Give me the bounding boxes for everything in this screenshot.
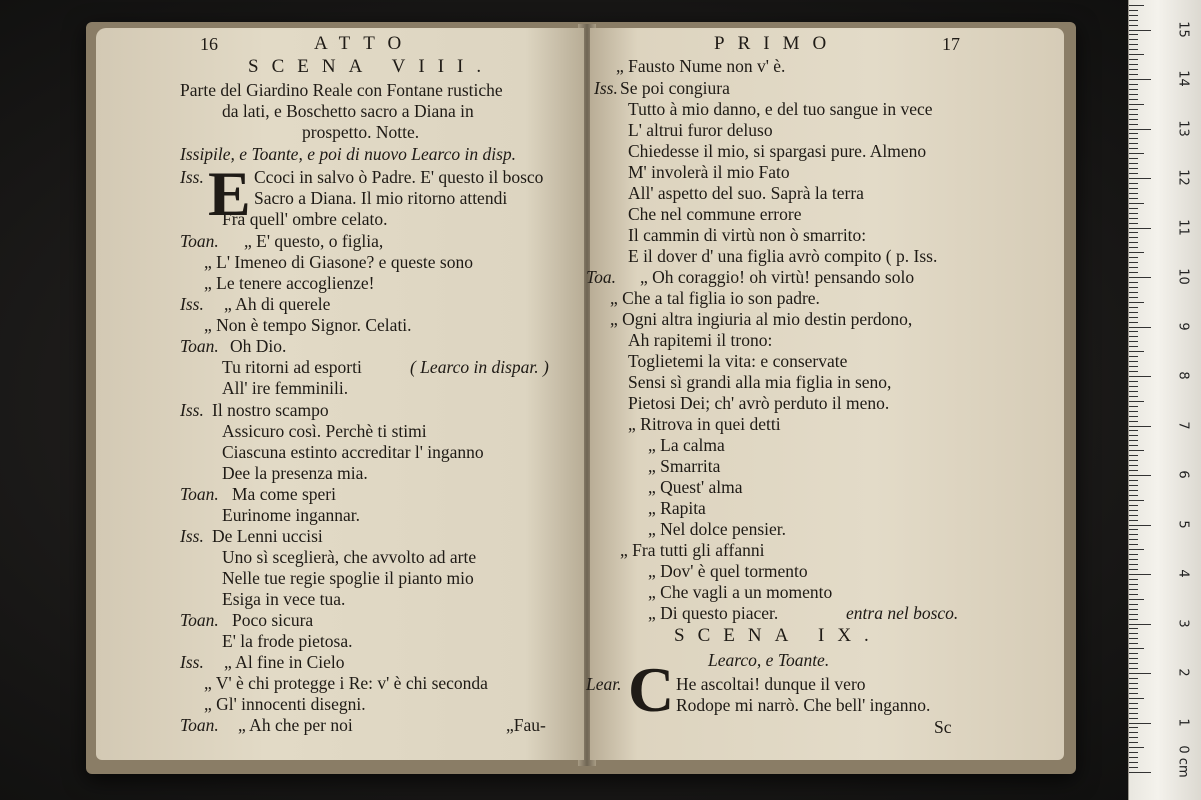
speaker-label: Iss. — [180, 294, 204, 314]
ruler-tick — [1129, 94, 1138, 95]
ruler-label: 5 — [1175, 519, 1191, 529]
ruler-tick — [1129, 529, 1138, 530]
verse-line: „ Dov' è quel tormento — [648, 561, 808, 581]
ruler-tick — [1129, 599, 1144, 600]
ruler-tick — [1129, 500, 1144, 501]
verse-line: L' altrui furor deluso — [628, 120, 773, 140]
ruler-tick — [1129, 713, 1138, 714]
verse-line: „ Ritrova in quei detti — [628, 414, 781, 434]
ruler-tick — [1129, 430, 1138, 431]
ruler-tick — [1129, 5, 1144, 6]
speaker-label: Iss. — [180, 400, 204, 420]
verse-line: Dee la presenza mia. — [222, 463, 368, 483]
drop-cap: C — [628, 654, 675, 725]
ruler-tick — [1129, 232, 1138, 233]
ruler-tick — [1129, 426, 1151, 427]
verse-line: „ Fra tutti gli affanni — [620, 540, 765, 560]
ruler-tick — [1129, 371, 1138, 372]
ruler-tick — [1129, 198, 1138, 199]
verse-line: „ Fausto Nume non v' è. — [616, 56, 786, 76]
speaker-label: Iss. — [180, 167, 204, 187]
ruler-tick — [1129, 351, 1144, 352]
verse-line: „ Nel dolce pensier. — [648, 519, 787, 539]
drop-cap: E — [208, 158, 251, 229]
ruler-tick — [1129, 391, 1138, 392]
ruler-tick — [1129, 25, 1138, 26]
ruler-tick — [1129, 505, 1138, 506]
ruler-tick — [1129, 109, 1138, 110]
verse-line: All' ire femminili. — [222, 378, 349, 398]
ruler-tick — [1129, 732, 1138, 733]
ruler-tick — [1129, 718, 1138, 719]
characters-line: Learco, e Toante. — [708, 650, 830, 670]
ruler-tick — [1129, 658, 1138, 659]
ruler-tick — [1129, 604, 1138, 605]
ruler-tick — [1129, 366, 1138, 367]
ruler-label: 4 — [1175, 569, 1191, 578]
ruler-tick — [1129, 752, 1138, 753]
speaker-label: Toan. — [180, 231, 219, 251]
ruler-tick — [1129, 653, 1138, 654]
ruler-tick — [1129, 678, 1138, 679]
ruler-tick — [1129, 619, 1138, 620]
ruler-tick — [1129, 69, 1138, 70]
exit-direction: entra nel bosco. — [846, 603, 959, 623]
ruler-tick — [1129, 401, 1144, 402]
verse-line: Che nel commune errore — [628, 204, 802, 224]
ruler-tick — [1129, 223, 1138, 224]
verse-line: „ Ah di querele — [224, 294, 331, 314]
verse-line: E il dover d' una figlia avrò compito ( p. Iss. — [628, 246, 938, 266]
ruler-tick — [1129, 767, 1138, 768]
ruler-tick — [1129, 708, 1138, 709]
ruler-label: 8 — [1175, 371, 1191, 380]
verse-line: Rodope mi narrò. Che bell' inganno. — [676, 695, 931, 715]
speaker-label: Toan. — [180, 336, 219, 356]
ruler-tick — [1129, 396, 1138, 397]
verse-line: Pietosi Dei; ch' avrò perduto il meno. — [628, 393, 890, 413]
ruler-tick — [1129, 747, 1144, 748]
characters-line: Issipile, e Toante, e poi di nuovo Learco in disp. — [180, 144, 517, 164]
ruler-tick — [1129, 317, 1138, 318]
ruler-tick — [1129, 673, 1151, 674]
ruler-tick — [1129, 589, 1138, 590]
ruler-tick — [1129, 331, 1138, 332]
ruler-label: 11 — [1175, 218, 1191, 236]
verse-line: Nelle tue regie spoglie il pianto mio — [222, 568, 474, 588]
setting-line: Parte del Giardino Reale con Fontane rustiche — [180, 80, 503, 100]
ruler-tick — [1129, 723, 1151, 724]
verse-line: E' la frode pietosa. — [222, 631, 353, 651]
ruler-tick — [1129, 183, 1138, 184]
ruler-tick — [1129, 490, 1138, 491]
verse-line: Ciascuna estinto accreditar l' inganno — [222, 442, 484, 462]
ruler-tick — [1129, 564, 1138, 565]
ruler-tick — [1129, 376, 1151, 377]
ruler-tick — [1129, 381, 1138, 382]
ruler-tick — [1129, 633, 1138, 634]
ruler-label: 2 — [1175, 668, 1191, 677]
ruler-tick — [1129, 148, 1138, 149]
ruler-tick — [1129, 460, 1138, 461]
ruler-label: 10 — [1175, 268, 1191, 285]
verse-line: „ V' è chi protegge i Re: v' è chi seconda — [204, 673, 488, 693]
ruler-tick — [1129, 628, 1138, 629]
verse-line: Tutto à mio danno, e del tuo sangue in vece — [628, 99, 933, 119]
verse-line: „ Smarrita — [648, 456, 721, 476]
verse-line: All' aspetto del suo. Saprà la terra — [628, 183, 864, 203]
speaker-label: Toan. — [180, 610, 219, 630]
ruler-tick — [1129, 297, 1138, 298]
ruler-tick — [1129, 228, 1151, 229]
ruler-tick — [1129, 762, 1138, 763]
ruler-tick — [1129, 663, 1138, 664]
ruler-tick — [1129, 49, 1138, 50]
ruler-tick — [1129, 574, 1151, 575]
verse-line: Ah rapitemi il trono: — [628, 330, 773, 350]
verse-line: Toglietemi la vita: e conservate — [628, 351, 848, 371]
ruler-tick — [1129, 341, 1138, 342]
ruler-tick — [1129, 213, 1138, 214]
ruler-tick — [1129, 510, 1138, 511]
ruler-tick — [1129, 386, 1138, 387]
ruler-tick — [1129, 772, 1151, 773]
ruler-tick — [1129, 440, 1138, 441]
verse-line: „ Non è tempo Signor. Celati. — [204, 315, 412, 335]
right-page-number: 17 — [942, 34, 960, 54]
ruler-tick — [1129, 688, 1138, 689]
ruler-tick — [1129, 336, 1138, 337]
verse-line: Assicuro così. Perchè ti stimi — [222, 421, 427, 441]
ruler-tick — [1129, 163, 1138, 164]
verse-line: Eurinome ingannar. — [222, 505, 361, 525]
ruler-tick — [1129, 480, 1138, 481]
ruler-tick — [1129, 698, 1144, 699]
ruler-tick — [1129, 129, 1151, 130]
ruler-tick — [1129, 544, 1138, 545]
ruler-tick — [1129, 133, 1138, 134]
ruler-tick — [1129, 594, 1138, 595]
ruler-tick — [1129, 267, 1138, 268]
verse-line: Sacro a Diana. Il mio ritorno attendi — [254, 188, 508, 208]
ruler-tick — [1129, 252, 1144, 253]
ruler-tick — [1129, 465, 1138, 466]
verse-line: „ Che vagli a un momento — [648, 582, 833, 602]
verse-line: Poco sicura — [232, 610, 314, 630]
verse-line: „ Al fine in Cielo — [224, 652, 345, 672]
ruler-tick — [1129, 188, 1138, 189]
stage-direction: ( Learco in dispar. ) — [410, 357, 549, 377]
ruler-tick — [1129, 411, 1138, 412]
ruler-tick — [1129, 361, 1138, 362]
ruler-label: 3 — [1175, 618, 1191, 628]
ruler-tick — [1129, 119, 1138, 120]
verse-line: Il cammin di virtù non ò smarrito: — [628, 225, 867, 245]
verse-line: De Lenni uccisi — [212, 526, 323, 546]
ruler-tick — [1129, 727, 1138, 728]
ruler-tick — [1129, 693, 1138, 694]
ruler-tick — [1129, 143, 1138, 144]
ruler-tick — [1129, 158, 1138, 159]
ruler-label: 14 — [1175, 70, 1191, 87]
verse-line: M' involerà il mio Fato — [628, 162, 790, 182]
ruler-tick — [1129, 475, 1151, 476]
ruler-tick — [1129, 435, 1138, 436]
ruler-tick — [1129, 554, 1138, 555]
ruler-tick — [1129, 168, 1138, 169]
ruler-tick — [1129, 703, 1138, 704]
left-page — [96, 28, 584, 760]
ruler-tick — [1129, 322, 1138, 323]
ruler-tick — [1129, 247, 1138, 248]
ruler-tick — [1129, 406, 1138, 407]
ruler-tick — [1129, 485, 1138, 486]
ruler-tick — [1129, 124, 1138, 125]
ruler-tick — [1129, 742, 1138, 743]
ruler-tick — [1129, 584, 1138, 585]
verse-line: Uno sì sceglierà, che avvolto ad arte — [222, 547, 477, 567]
ruler-tick — [1129, 153, 1144, 154]
ruler-tick — [1129, 609, 1138, 610]
ruler-tick — [1129, 208, 1138, 209]
verse-line: Tu ritorni ad esporti — [222, 357, 362, 377]
ruler-tick — [1129, 525, 1151, 526]
ruler-tick — [1129, 455, 1138, 456]
verse-line: „ Ah che per noi — [238, 715, 353, 735]
ruler-tick — [1129, 44, 1138, 45]
ruler-tick — [1129, 242, 1138, 243]
verse-line: Il nostro scampo — [212, 400, 329, 420]
ruler-tick — [1129, 683, 1138, 684]
ruler-tick — [1129, 559, 1138, 560]
ruler-tick — [1129, 638, 1138, 639]
ruler-tick — [1129, 30, 1151, 31]
ruler-label: 12 — [1175, 169, 1191, 186]
verse-line: „ L' Imeneo di Giasone? e queste sono — [204, 252, 473, 272]
ruler-tick — [1129, 34, 1138, 35]
ruler-tick — [1129, 327, 1151, 328]
verse-line: Oh Dio. — [230, 336, 287, 356]
speaker-label: Toan. — [180, 715, 219, 735]
ruler-label: 15 — [1175, 20, 1191, 38]
verse-line: Fra quell' ombre celato. — [222, 209, 388, 229]
ruler-tick — [1129, 10, 1138, 11]
verse-line: „ Che a tal figlia io son padre. — [610, 288, 820, 308]
verse-line: „ Rapita — [648, 498, 706, 518]
verse-line: Chiedesse il mio, si spargasi pure. Almeno — [628, 141, 927, 161]
scene-title-ix: SCENA IX. — [674, 625, 882, 646]
ruler-tick — [1129, 302, 1144, 303]
ruler-label: 0 cm — [1175, 745, 1191, 778]
ruler-tick — [1129, 282, 1138, 283]
ruler-tick — [1129, 272, 1138, 273]
ruler-tick — [1129, 470, 1138, 471]
ruler-tick — [1129, 84, 1138, 85]
verse-line: „ Di questo piacer. — [648, 603, 779, 623]
right-running-head: PRIMO — [714, 33, 840, 54]
verse-line: Esiga in vece tua. — [222, 589, 346, 609]
ruler-tick — [1129, 277, 1151, 278]
verse-line: „ Oh coraggio! oh virtù! pensando solo — [640, 267, 915, 287]
verse-line: Ma come speri — [232, 484, 336, 504]
ruler-tick — [1129, 312, 1138, 313]
ruler-tick — [1129, 737, 1138, 738]
ruler-tick — [1129, 54, 1144, 55]
ruler-tick — [1129, 20, 1138, 21]
ruler-tick — [1129, 89, 1138, 90]
ruler-tick — [1129, 99, 1138, 100]
ruler-tick — [1129, 569, 1138, 570]
ruler-label: 9 — [1175, 321, 1191, 331]
ruler-tick — [1129, 495, 1138, 496]
speaker-label: Lear. — [586, 674, 622, 694]
catchword: „Fau- — [506, 715, 546, 735]
ruler-tick — [1129, 203, 1144, 204]
ruler-tick — [1129, 15, 1138, 16]
ruler-tick — [1129, 307, 1138, 308]
ruler-tick — [1129, 579, 1138, 580]
verse-line: He ascoltai! dunque il vero — [676, 674, 866, 694]
verse-line: „ La calma — [648, 435, 725, 455]
left-running-head: ATTO — [314, 33, 415, 54]
ruler-tick — [1129, 173, 1138, 174]
speaker-label: Iss. — [180, 652, 204, 672]
ruler-tick — [1129, 421, 1138, 422]
speaker-label: Toan. — [180, 484, 219, 504]
ruler-tick — [1129, 138, 1138, 139]
verse-line: Ccoci in salvo ò Padre. E' questo il bosco — [254, 167, 544, 187]
ruler-tick — [1129, 79, 1151, 80]
scene-title-viii: SCENA VIII. — [248, 56, 495, 77]
ruler-tick — [1129, 624, 1151, 625]
verse-line: Sensi sì grandi alla mia figlia in seno, — [628, 372, 892, 392]
ruler-tick — [1129, 346, 1138, 347]
ruler-tick — [1129, 237, 1138, 238]
ruler-tick — [1129, 257, 1138, 258]
ruler-label: 1 — [1175, 717, 1191, 727]
right-page — [586, 28, 1064, 760]
verse-line: Se poi congiura — [620, 78, 730, 98]
ruler-tick — [1129, 356, 1138, 357]
ruler-tick — [1129, 39, 1138, 40]
ruler-label: 6 — [1175, 470, 1191, 479]
setting-line: prospetto. Notte. — [302, 122, 420, 142]
ruler-tick — [1129, 450, 1144, 451]
ruler-tick — [1129, 614, 1138, 615]
setting-line: da lati, e Boschetto sacro a Diana in — [222, 101, 474, 121]
ruler-tick — [1129, 262, 1138, 263]
ruler-tick — [1129, 520, 1138, 521]
ruler-tick — [1129, 114, 1138, 115]
ruler-tick — [1129, 218, 1138, 219]
ruler-tick — [1129, 104, 1144, 105]
ruler-tick — [1129, 534, 1138, 535]
measuring-ruler — [1128, 0, 1201, 800]
ruler-tick — [1129, 445, 1138, 446]
speaker-label: Iss. — [180, 526, 204, 546]
speaker-label: Iss. — [594, 78, 618, 98]
ruler-tick — [1129, 178, 1151, 179]
ruler-tick — [1129, 287, 1138, 288]
ruler-tick — [1129, 74, 1138, 75]
ruler-tick — [1129, 539, 1138, 540]
verse-line: „ Quest' alma — [648, 477, 743, 497]
catchword: Sc — [934, 717, 952, 737]
ruler-tick — [1129, 648, 1144, 649]
ruler-tick — [1129, 416, 1138, 417]
ruler-label: 7 — [1175, 420, 1191, 430]
ruler-tick — [1129, 668, 1138, 669]
speaker-label: Toa. — [586, 267, 617, 287]
ruler-tick — [1129, 292, 1138, 293]
ruler-tick — [1129, 515, 1138, 516]
verse-line: „ E' questo, o figlia, — [244, 231, 384, 251]
ruler-tick — [1129, 643, 1138, 644]
verse-line: „ Le tenere accoglienze! — [204, 273, 375, 293]
left-page-number: 16 — [200, 34, 218, 54]
verse-line: „ Ogni altra ingiuria al mio destin perdono, — [610, 309, 913, 329]
ruler-label: 13 — [1175, 119, 1191, 137]
ruler-tick — [1129, 757, 1138, 758]
ruler-tick — [1129, 64, 1138, 65]
ruler-tick — [1129, 193, 1138, 194]
ruler-tick — [1129, 549, 1144, 550]
ruler-tick — [1129, 59, 1138, 60]
verse-line: „ Gl' innocenti disegni. — [204, 694, 366, 714]
